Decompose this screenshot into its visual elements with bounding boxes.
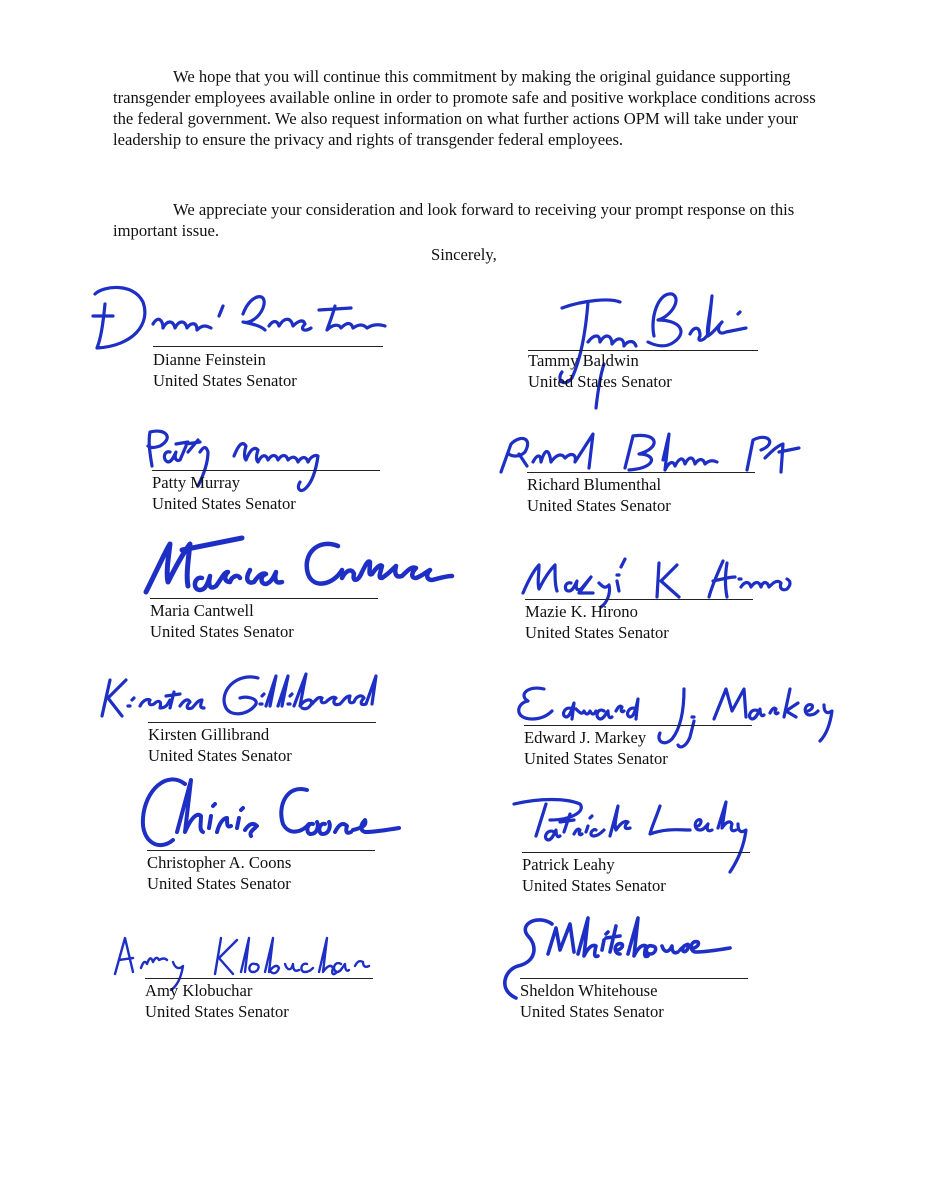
signatory-name: Kirsten Gillibrand <box>148 725 270 744</box>
signatory-name: Edward J. Markey <box>524 728 647 747</box>
handwritten-signature-cantwell <box>142 528 492 608</box>
signature-line <box>524 725 752 726</box>
signature-line <box>148 722 376 723</box>
body-paragraph-2 <box>113 199 833 241</box>
signature-line <box>153 346 383 347</box>
paragraph-1-text: We hope that you will continue this commitment by making the original guidance supporting transgender employees available online in order to promote safe and positive workplace conditions across the federal government. We also request information on what further actions OPM will take under your leadership to ensure the privacy and rights of transgender federal employees. <box>113 67 816 149</box>
signatory-name: Mazie K. Hirono <box>525 602 638 621</box>
signatory-name: Patrick Leahy <box>522 855 615 874</box>
signatory-title: United States Senator <box>522 876 666 895</box>
signatory-title: United States Senator <box>152 494 296 513</box>
signature-line <box>520 978 748 979</box>
signatory-title: United States Senator <box>527 496 671 515</box>
signatory-title: United States Senator <box>524 749 668 768</box>
signature-line <box>152 470 380 471</box>
handwritten-signature-coons <box>137 770 417 860</box>
signatory-title: United States Senator <box>153 371 297 390</box>
signature-line <box>525 599 753 600</box>
signature-line <box>150 598 378 599</box>
signature-line <box>527 472 755 473</box>
signatory-name: Dianne Feinstein <box>153 350 266 369</box>
signatory-name: Maria Cantwell <box>150 601 254 620</box>
signature-line <box>145 978 373 979</box>
signatory-name: Amy Klobuchar <box>145 981 253 1000</box>
signatory-title: United States Senator <box>147 874 291 893</box>
handwritten-signature-hirono <box>517 549 807 609</box>
handwritten-signature-gillibrand <box>96 666 426 726</box>
signatory-name: Tammy Baldwin <box>528 351 639 370</box>
handwritten-signature-feinstein <box>73 276 403 356</box>
signatory-title: United States Senator <box>528 372 672 391</box>
signatory-name: Patty Murray <box>152 473 241 492</box>
closing-salutation: Sincerely, <box>431 245 497 264</box>
signatory-title: United States Senator <box>148 746 292 765</box>
signatory-name: Richard Blumenthal <box>527 475 662 494</box>
signature-line <box>522 852 750 853</box>
signatory-name: Sheldon Whitehouse <box>520 981 658 1000</box>
body-paragraph-1 <box>113 66 833 150</box>
signatory-title: United States Senator <box>145 1002 289 1021</box>
signatory-title: United States Senator <box>520 1002 664 1021</box>
signatory-title: United States Senator <box>525 623 669 642</box>
paragraph-2-text: We appreciate your consideration and look forward to receiving your prompt response on this important issue. <box>113 200 795 240</box>
signatory-name: Christopher A. Coons <box>147 853 292 872</box>
signature-line <box>147 850 375 851</box>
signatory-title: United States Senator <box>150 622 294 641</box>
